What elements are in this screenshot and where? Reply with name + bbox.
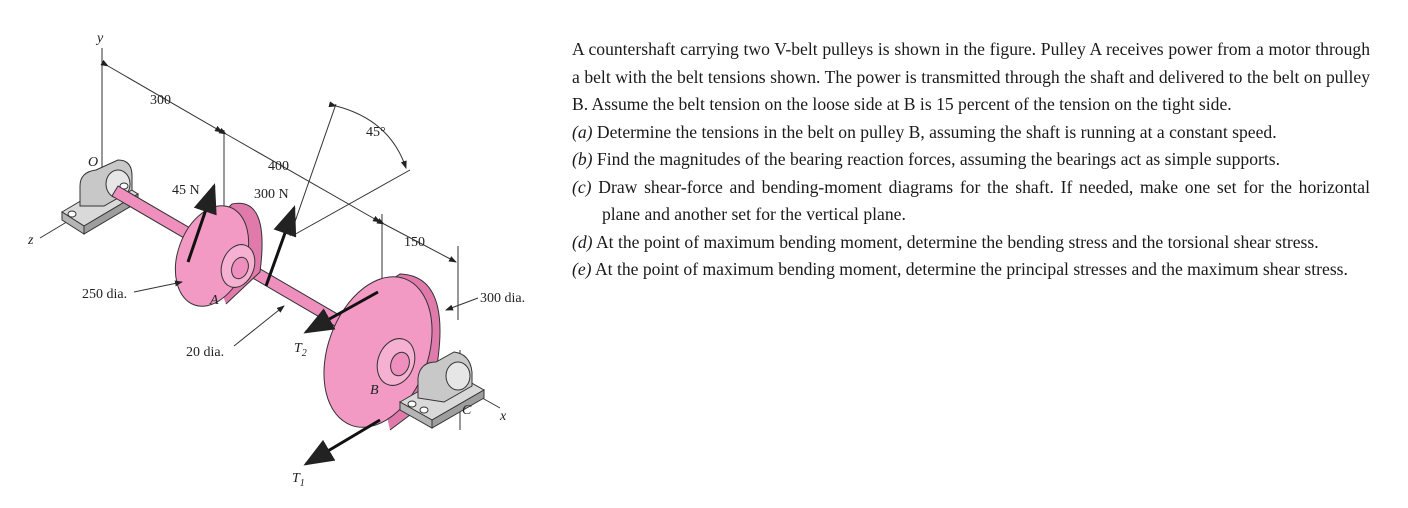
axis-z-label: z	[28, 233, 34, 248]
axis-y-label: y	[97, 31, 104, 46]
pulley-a-label: A	[210, 293, 219, 308]
force-300n-label: 300 N	[254, 187, 289, 202]
problem-part-b: (b) Find the magnitudes of the bearing reaction forces, assuming the bearings act as simple supports.	[572, 149, 1280, 169]
problem-statement	[572, 36, 1370, 284]
force-300n-arrow	[266, 208, 294, 286]
dim-400-label: 400	[268, 159, 289, 174]
dia-250-label: 250 dia.	[82, 287, 128, 302]
leader-250	[134, 282, 182, 292]
pulley-b-label: B	[370, 383, 379, 398]
dia-300-label: 300 dia.	[480, 291, 526, 306]
problem-part-a: (a) Determine the tensions in the belt on pulley B, assuming the shaft is running at a constant speed.	[572, 121, 1277, 142]
problem-part-c: (c) Draw shear-force and bending-moment diagrams for the shaft. If needed, make one set for the horizontal plane and another set for the vertical plane.	[572, 176, 1370, 224]
tension-t1-label: $T_1$	[292, 471, 305, 489]
bearing-c-label: C	[462, 403, 472, 418]
leader-20	[234, 306, 284, 346]
tension-t2-label: $T_2$	[294, 341, 307, 359]
dim-300-label: 300	[150, 93, 171, 108]
angle-label: 45°	[366, 125, 386, 140]
problem-part-e: (e) At the point of maximum bending moment, determine the principal stresses and the maximum shear stress.	[572, 259, 1348, 279]
countershaft-figure	[0, 0, 560, 508]
problem-intro: A countershaft carrying two V-belt pulleys is shown in the figure. Pulley A receives power from a motor through a belt with the belt tensions shown. The power is transmitted through the shaft and delivered to the belt on pulley B. Assume the belt tension on the loose side at B is 15 percent of the tension on the tight side.	[572, 39, 1370, 114]
angle-ref-line	[290, 104, 336, 236]
problem-part-d: (d) At the point of maximum bending moment, determine the bending stress and the torsional shear stress.	[572, 231, 1319, 252]
leader-300	[446, 298, 478, 310]
dim-150-label: 150	[404, 235, 425, 250]
tension-t1-arrow	[306, 420, 380, 464]
origin-label: O	[88, 155, 99, 170]
force-45n-label: 45 N	[172, 183, 200, 198]
dia-20-label: 20 dia.	[186, 345, 225, 360]
axis-x-label: x	[500, 409, 507, 424]
